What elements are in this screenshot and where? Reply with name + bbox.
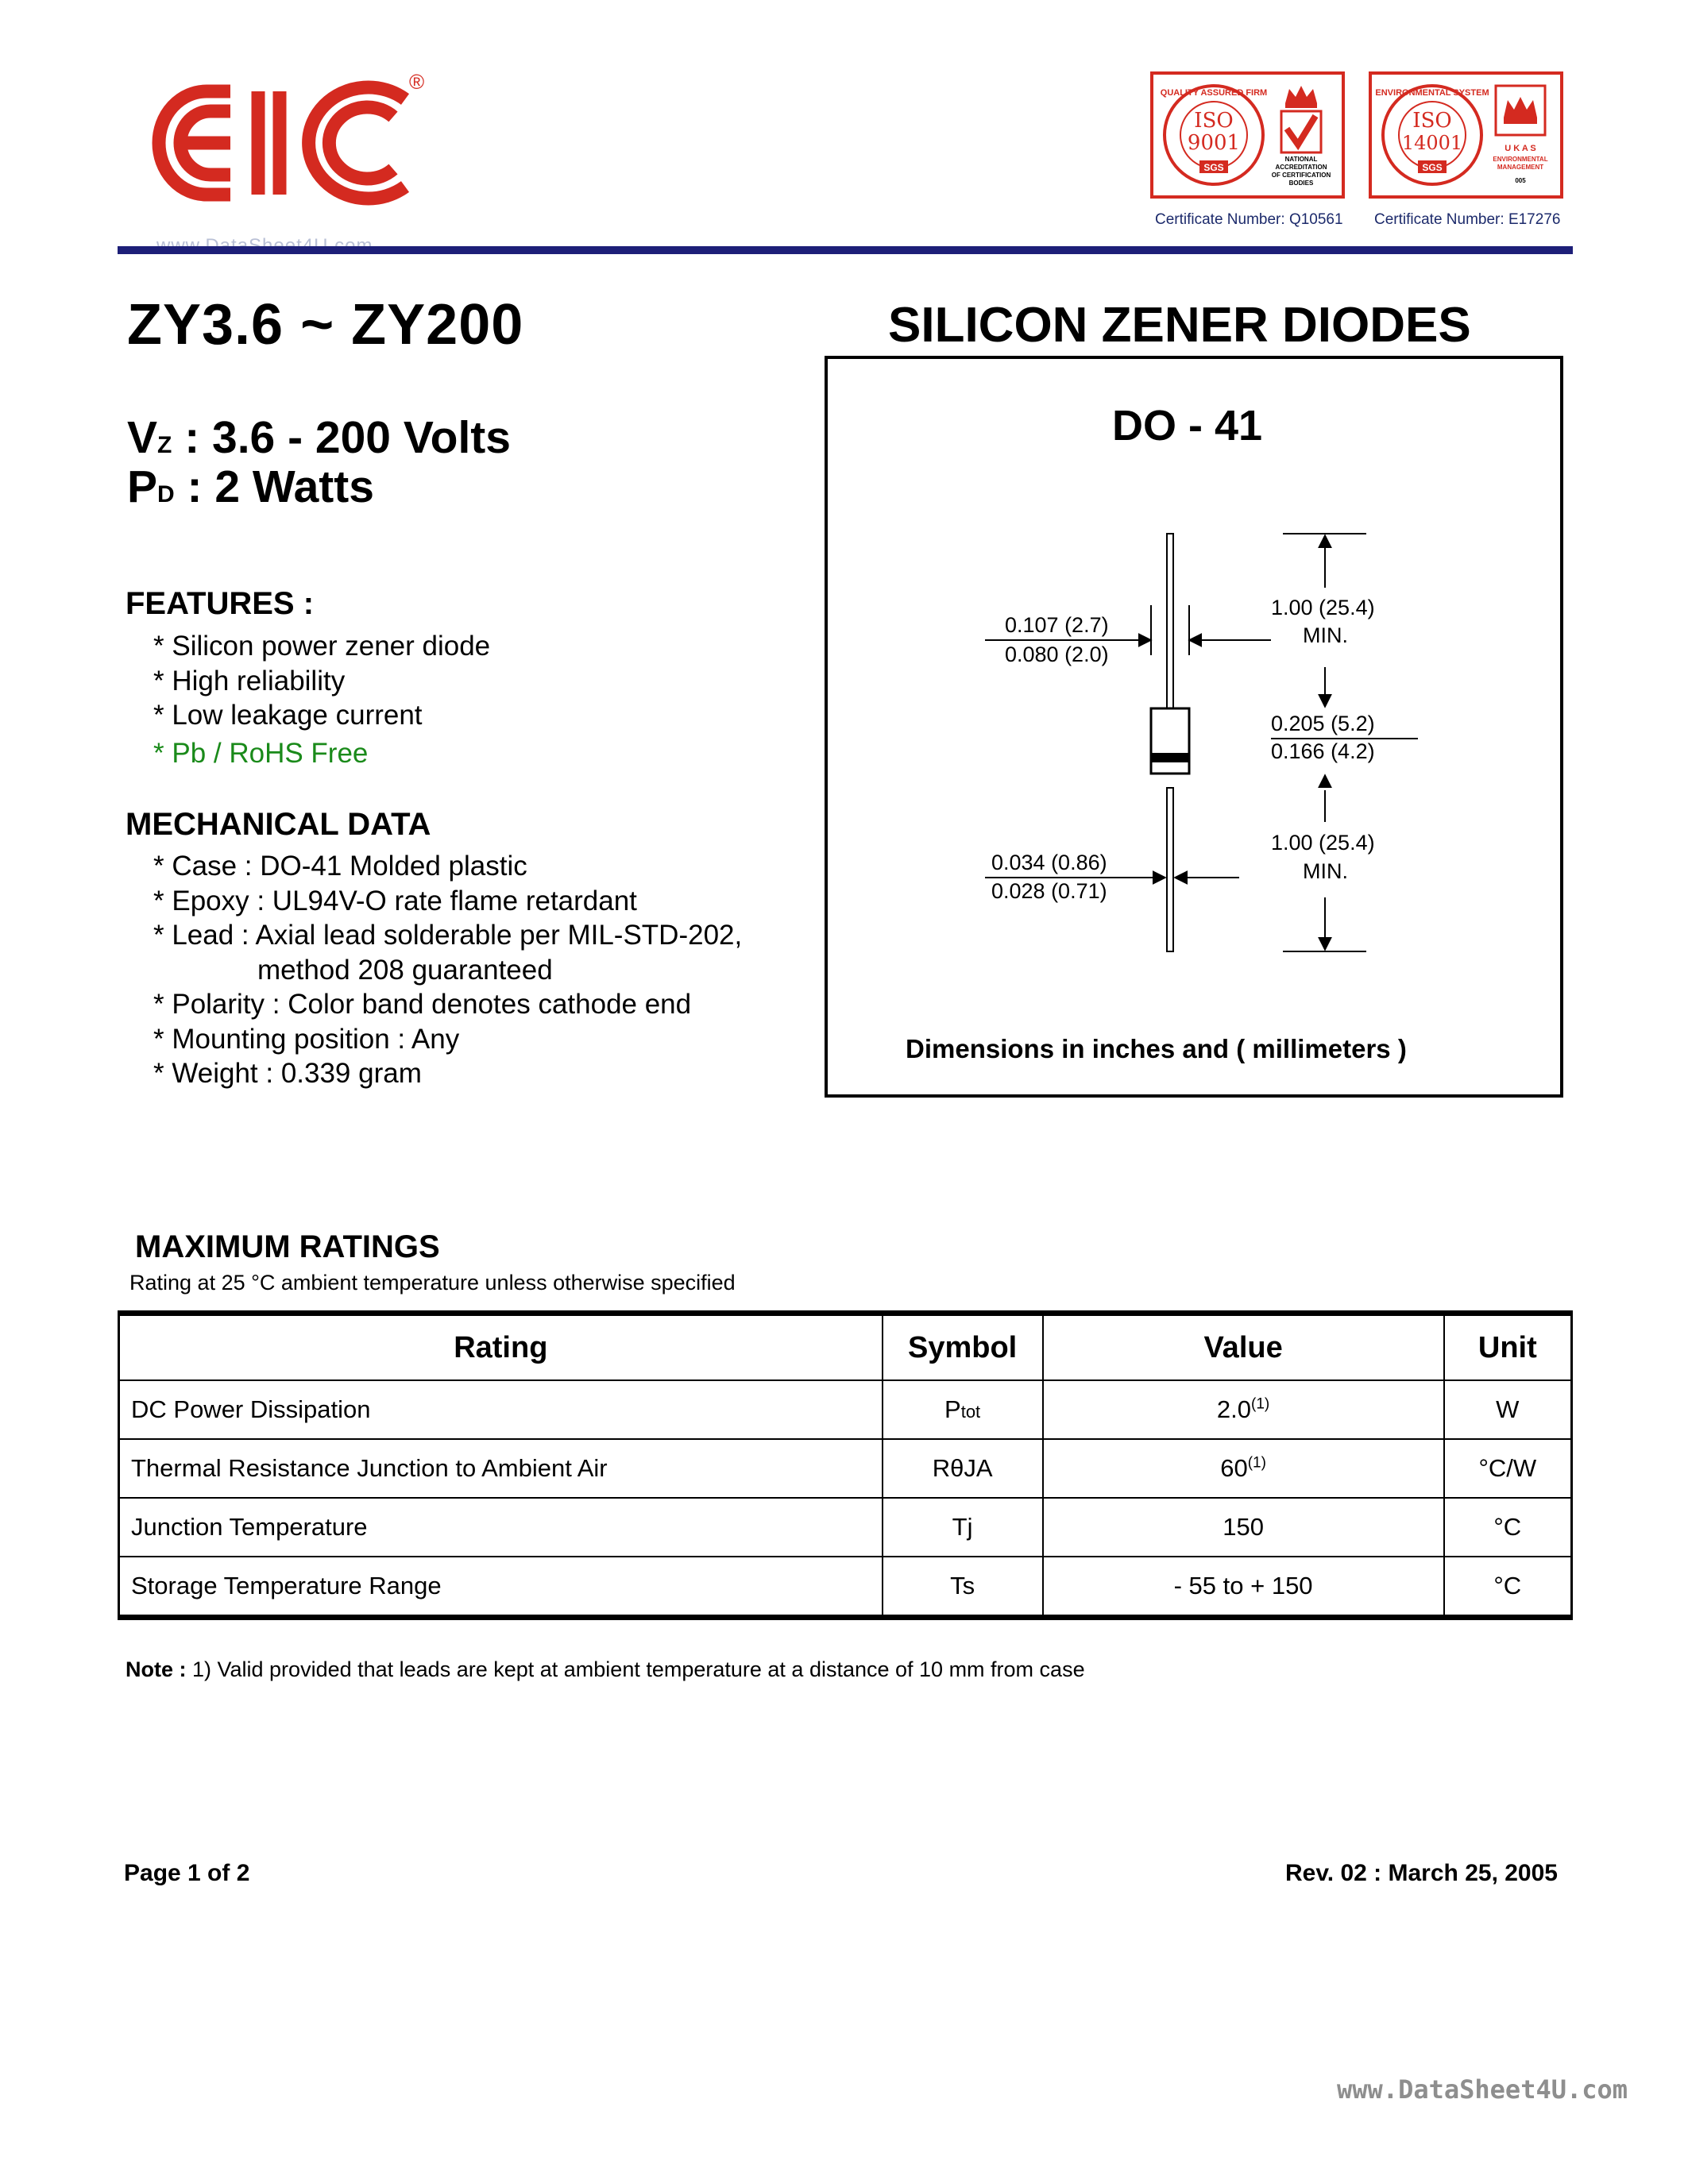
cert2-side-2: ENVIRONMENTAL [1493, 156, 1548, 163]
rating-cell: Junction Temperature [119, 1498, 883, 1557]
cathode-band [1151, 754, 1189, 762]
registered-mark: ® [409, 70, 425, 94]
list-item: * Mounting position : Any [153, 1023, 460, 1055]
cert1-mark: SGS [1203, 162, 1224, 173]
list-item: * Silicon power zener diode [153, 631, 491, 662]
lower-lead [1167, 788, 1173, 951]
mechanical-heading: MECHANICAL DATA [126, 807, 431, 842]
crown-icon [1504, 97, 1537, 124]
list-item: * Low leakage current [153, 700, 423, 731]
value-cell: 2.0$^{(1)}$ [1043, 1380, 1444, 1439]
column-header: Symbol [883, 1314, 1043, 1381]
dim-body-dia-min: 0.080 (2.0) [1005, 642, 1109, 666]
cert2-ring-text: ENVIRONMENTAL SYSTEM [1375, 88, 1489, 98]
checkmark-icon [1287, 116, 1315, 145]
product-title: ZY3.6 ~ ZY200 [127, 293, 524, 357]
cert2-side-1: U K A S [1505, 144, 1536, 153]
cert2-side-3: MANAGEMENT [1497, 164, 1544, 171]
rating-cell: Storage Temperature Range [119, 1557, 883, 1618]
table-row [119, 1498, 1572, 1557]
revision-date: Rev. 02 : March 25, 2005 [1285, 1860, 1558, 1886]
symbol-cell: Ts [883, 1557, 1043, 1618]
unit-cell: °C [1444, 1498, 1572, 1557]
ratings-table [118, 1310, 1573, 1620]
column-header: Unit [1444, 1314, 1572, 1381]
dim-lead-len-top: 1.00 (25.4) [1271, 596, 1375, 619]
dim-lead-len-bottom: 1.00 (25.4) [1271, 831, 1375, 855]
cert1-ring-text: QUALITY ASSURED FIRM [1160, 88, 1268, 98]
dim-body-len-min: 0.166 (4.2) [1271, 739, 1375, 763]
iso-14001-certificate-badge [1369, 71, 1563, 199]
list-item-rohs: * Pb / RoHS Free [153, 737, 369, 769]
list-item: * Epoxy : UL94V-O rate flame retardant [153, 885, 637, 916]
list-item: * Lead : Axial lead solderable per MIL-STD-202, [153, 920, 743, 951]
table-row [119, 1557, 1572, 1618]
cert1-iso: ISO [1194, 109, 1234, 133]
cert2-mark: SGS [1422, 162, 1443, 173]
header-rule [118, 246, 1573, 254]
table-row [119, 1380, 1572, 1439]
cert1-number: Certificate Number: Q10561 [1155, 211, 1343, 228]
cert1-iso-number: 9001 [1187, 131, 1241, 155]
dimensions-note: Dimensions in inches and ( millimeters ) [906, 1034, 1407, 1063]
features-heading: FEATURES : [126, 586, 315, 621]
cert2-number: Certificate Number: E17276 [1374, 211, 1561, 228]
cert2-iso-number: 14001 [1401, 132, 1463, 154]
mechanical-list [153, 849, 742, 1091]
list-item: method 208 guaranteed [257, 954, 553, 986]
list-item: * High reliability [153, 665, 346, 696]
eic-logo [151, 68, 437, 218]
dim-lead-len-bottom-min: MIN. [1303, 859, 1348, 883]
rating-cell: DC Power Dissipation [119, 1380, 883, 1439]
value-cell: 60$^{(1)}$ [1043, 1439, 1444, 1498]
symbol-cell: RθJA [883, 1439, 1043, 1498]
ratings-heading: MAXIMUM RATINGS [135, 1229, 440, 1264]
page-number: Page 1 of 2 [124, 1860, 250, 1886]
unit-cell: °C/W [1444, 1439, 1572, 1498]
cert1-side-3: OF CERTIFICATION [1271, 172, 1331, 179]
crown-icon [1285, 86, 1317, 108]
upper-lead [1167, 534, 1173, 724]
cert1-side-2: ACCREDITATION [1275, 164, 1327, 171]
column-header: Rating [119, 1314, 883, 1381]
list-item: * Case : DO-41 Molded plastic [153, 851, 527, 882]
cert1-side-1: NATIONAL [1284, 156, 1318, 163]
cert2-iso: ISO [1412, 109, 1452, 133]
symbol-cell: Ptot [883, 1380, 1043, 1439]
value-cell: 150 [1043, 1498, 1444, 1557]
dim-lead-len-top-min: MIN. [1303, 623, 1348, 647]
list-item: * Weight : 0.339 gram [153, 1058, 422, 1089]
dim-body-dia-max: 0.107 (2.7) [1005, 613, 1109, 637]
list-item: * Polarity : Color band denotes cathode end [153, 989, 692, 1020]
spec-power-dissipation: PD : 2 Watts [127, 461, 374, 512]
rating-cell: Thermal Resistance Junction to Ambient Air [119, 1439, 883, 1498]
dim-lead-dia-min: 0.028 (0.71) [991, 879, 1107, 903]
dim-lead-dia-max: 0.034 (0.86) [991, 851, 1107, 874]
table-header-row [119, 1314, 1572, 1381]
cert2-side-4: 005 [1515, 177, 1526, 184]
spec-zener-voltage: VZ : 3.6 - 200 Volts [127, 412, 511, 463]
package-name: DO - 41 [1112, 402, 1263, 450]
logo-text: EIC [294, 155, 295, 156]
column-header: Value [1043, 1314, 1444, 1381]
diode-body [1151, 708, 1189, 774]
ratings-subtitle: Rating at 25 °C ambient temperature unless otherwise specified [129, 1271, 736, 1295]
ratings-footnote: Note : 1) Valid provided that leads are kept at ambient temperature at a distance of 10 mm from case [126, 1657, 1085, 1681]
do41-dimension-drawing [826, 516, 1562, 961]
features-list [153, 629, 490, 770]
watermark-bottom: www.DataSheet4U.com [1337, 2074, 1628, 2105]
dim-body-len-max: 0.205 (5.2) [1271, 712, 1375, 735]
cert1-side-4: BODIES [1288, 179, 1314, 187]
unit-cell: °C [1444, 1557, 1572, 1618]
symbol-cell: Tj [883, 1498, 1043, 1557]
table-row [119, 1439, 1572, 1498]
value-cell: - 55 to + 150 [1043, 1557, 1444, 1618]
unit-cell: W [1444, 1380, 1572, 1439]
page-heading: SILICON ZENER DIODES [888, 298, 1471, 353]
iso-9001-certificate-badge [1150, 71, 1345, 199]
